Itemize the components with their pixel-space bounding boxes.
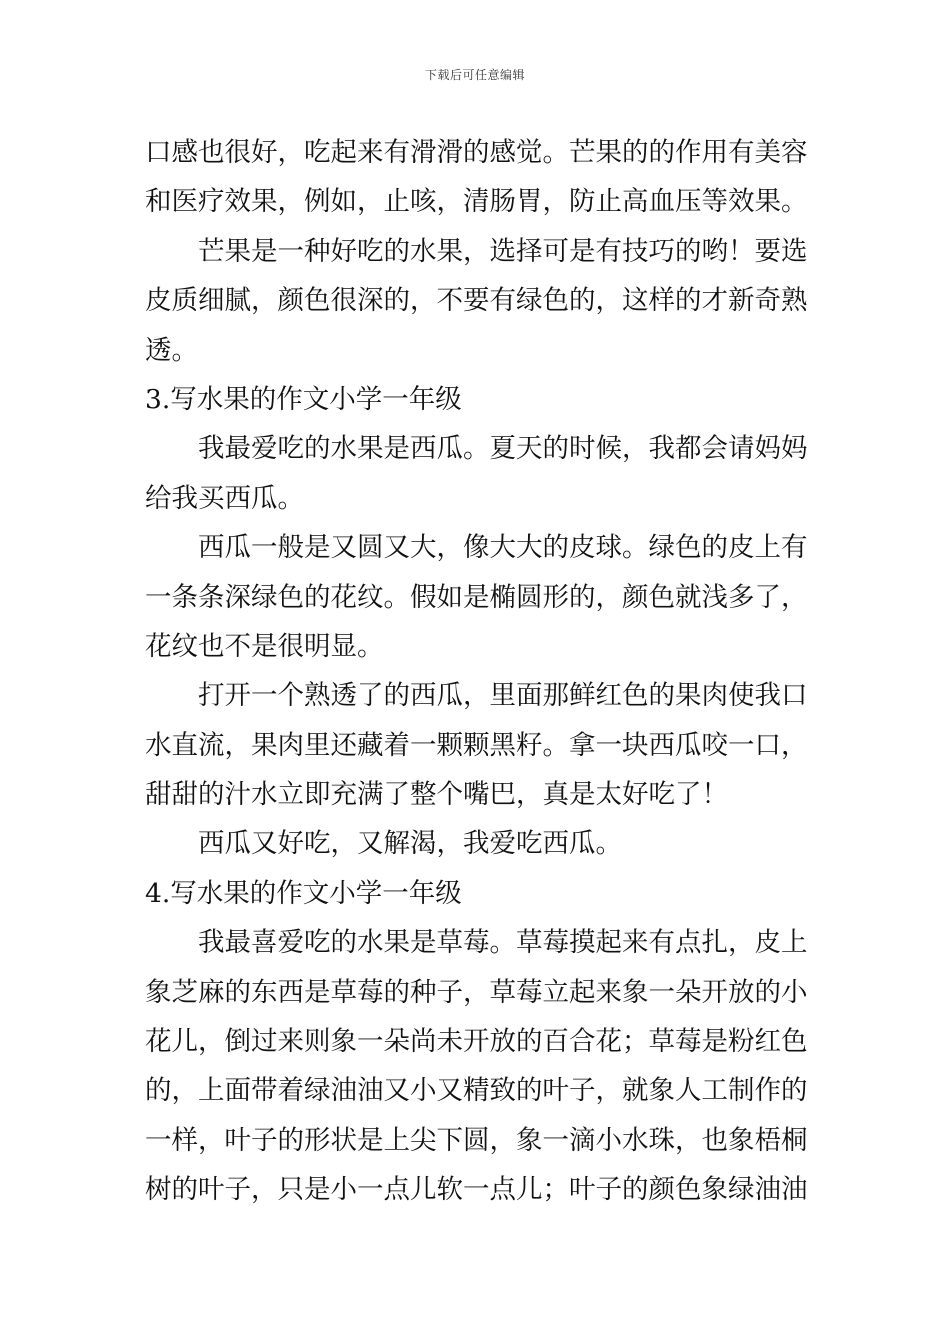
text-line: 西瓜又好吃，又解渴，我爱吃西瓜。 [198,828,622,860]
text-line: 我最爱吃的水果是西瓜。夏天的时候，我都会请妈妈 [198,433,808,465]
text-line: 口感也很好，吃起来有滑滑的感觉。芒果的的作用有美容 [145,137,808,168]
text-line: 花儿，倒过来则象一朵尚未开放的百合花；草莓是粉红色 [145,1026,808,1058]
text-line: 和医疗效果，例如，止咳，清肠胃，防止高血压等效果。 [145,186,808,218]
text-line: 3.写水果的作文小学一年级 [145,383,462,415]
text-line: 象芝麻的东西是草莓的种子，草莓立起来象一朵开放的小 [145,976,808,1008]
text-line: 透。 [145,334,198,366]
text-line: 皮质细腻，颜色很深的，不要有绿色的，这样的才新奇熟 [145,285,808,317]
text-line: 西瓜一般是又圆又大，像大大的皮球。绿色的皮上有 [198,532,808,564]
text-line: 芒果是一种好吃的水果，选择可是有技巧的哟！要选 [198,235,808,267]
text-line: 4.写水果的作文小学一年级 [145,877,462,909]
text-line: 甜甜的汁水立即充满了整个嘴巴，真是太好吃了！ [145,779,728,811]
text-line: 的，上面带着绿油油又小又精致的叶子，就象人工制作的 [145,1075,808,1107]
text-line: 给我买西瓜。 [145,482,304,514]
text-line: 我最喜爱吃的水果是草莓。草莓摸起来有点扎，皮上 [198,927,808,959]
text-line: 打开一个熟透了的西瓜，里面那鲜红色的果肉使我口 [198,680,808,712]
text-line: 一条条深绿色的花纹。假如是椭圆形的，颜色就浅多了， [145,581,808,613]
text-line: 树的叶子，只是小一点儿软一点儿；叶子的颜色象绿油油 [145,1174,808,1206]
page-header: 下载后可任意编辑 [424,68,525,82]
document-body [145,128,810,1215]
text-line: 花纹也不是很明显。 [145,630,384,662]
text-line: 水直流，果肉里还藏着一颗颗黑籽。拿一块西瓜咬一口， [145,729,808,761]
text-line: 一样，叶子的形状是上尖下圆，象一滴小水珠，也象梧桐 [145,1124,808,1156]
